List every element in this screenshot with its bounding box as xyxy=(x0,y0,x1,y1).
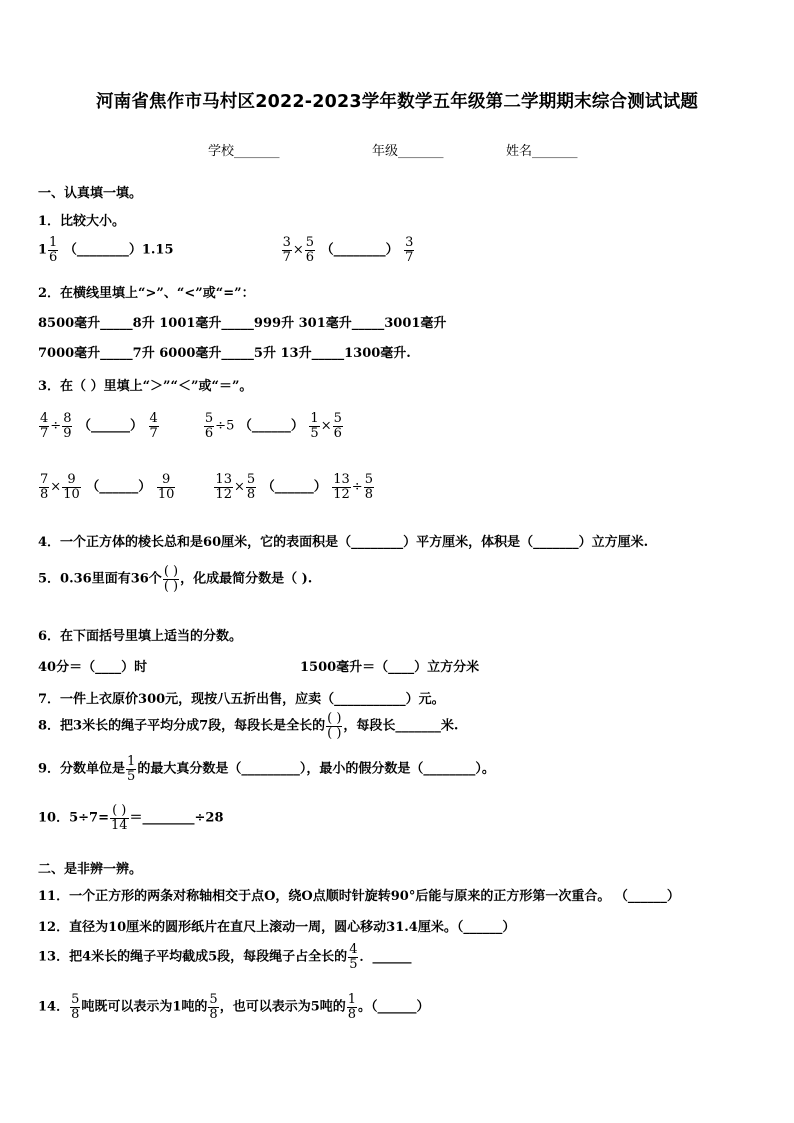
question-9[interactable]: 9．分数单位是 $\frac{1}{5}$ 的最大真分数是（_________），最小的假分数是（________）。 xyxy=(38,754,495,784)
mixed-whole: 1 xyxy=(38,242,48,258)
fraction: $\frac{3}{7}$ xyxy=(405,235,414,265)
question-5[interactable]: 5．0.36里面有36个 $\frac{( )}{( )}$ ，化成最简分数是（ ). xyxy=(38,564,313,594)
question-1-title: 1．比较大小。 xyxy=(38,214,126,229)
question-3-title: 3．在（ ）里填上“＞”“＜”或“＝”。 xyxy=(38,379,253,394)
question-6-b[interactable]: 1500毫升＝（____）立方分米 xyxy=(300,660,480,675)
answer-blank[interactable]: （______） xyxy=(261,479,327,495)
question-4[interactable]: 4．一个正方体的棱长总和是60厘米，它的表面积是（________）平方厘米，体积是（_______）立方厘米. xyxy=(38,535,649,550)
question-3-row-2: $\frac{7}{8}$ × $\frac{9}{10}$ （______） $\frac{9}{10}$ $\frac{13}{12}$ × $\frac{5}{8}$ （______） $\frac{13}{12}$ ÷ $\frac{5}{8}$ xyxy=(40,472,373,502)
question-6-title: 6．在下面括号里填上适当的分数。 xyxy=(38,629,243,644)
answer-blank[interactable]: （________） xyxy=(320,242,399,258)
question-7[interactable]: 7．一件上衣原价300元，现按八五折出售，应卖（___________）元。 xyxy=(38,692,445,707)
answer-blank[interactable]: （______） xyxy=(78,418,144,434)
answer-blank[interactable]: （______） xyxy=(238,418,304,434)
question-11[interactable]: 11．一个正方形的两条对称轴相交于点O，绕O点顺时针旋转90°后能与原来的正方形第一次重合。 （______） xyxy=(38,889,680,904)
answer-blank[interactable]: （______） xyxy=(86,479,152,495)
grade-field[interactable]: 年级_______ xyxy=(372,144,444,159)
question-6-a[interactable]: 40分＝（____）时 xyxy=(38,660,148,675)
question-12[interactable]: 12．直径为10厘米的圆形纸片在直尺上滚动一周，圆心移动31.4厘米。（______） xyxy=(38,920,516,935)
fraction: $\frac{1}{6}$ xyxy=(49,235,58,265)
fraction: $\frac{3}{7}$ xyxy=(282,235,291,265)
question-10[interactable]: 10．5÷7= $\frac{( )}{14}$ ＝________÷28 xyxy=(38,803,224,833)
section-heading: 二、是非辨一辨。 xyxy=(38,862,143,877)
name-field[interactable]: 姓名_______ xyxy=(506,144,578,159)
fraction: $\frac{5}{6}$ xyxy=(305,235,315,265)
section-heading: 一、认真填一填。 xyxy=(38,186,143,201)
question-1-row: 1 $\frac{1}{6}$ （________）1.15 $\frac{3}{7}$ × $\frac{5}{6}$ （________） $\frac{3}{7}$ xyxy=(38,235,414,265)
question-2-row-2[interactable]: 7000毫升_____7升 6000毫升_____5升 13升_____1300毫升. xyxy=(38,346,411,361)
question-8[interactable]: 8．把3米长的绳子平均分成7段，每段长是全长的 $\frac{( )}{( )}$ ，每段长_______米. xyxy=(38,711,459,741)
answer-blank[interactable]: （________）1.15 xyxy=(63,242,174,258)
question-3-row-1: $\frac{4}{7}$ ÷ $\frac{8}{9}$ （______） $\frac{4}{7}$ $\frac{5}{6}$ ÷5 （______） $\frac{1}{5}$ × $\frac{5}{6}$ xyxy=(40,411,342,441)
question-14[interactable]: 14． $\frac{5}{8}$ 吨既可以表示为1吨的 $\frac{5}{8}$ ，也可以表示为5吨的 $\frac{1}{8}$ 。（______） xyxy=(38,992,430,1022)
page-title: 河南省焦作市马村区2022-2023学年数学五年级第二学期期末综合测试试题 xyxy=(95,92,699,112)
question-2-title: 2．在横线里填上“>”、“<”或“=”： xyxy=(38,286,255,301)
question-13[interactable]: 13．把4米长的绳子平均截成5段，每段绳子占全长的 $\frac{4}{5}$ ．______ xyxy=(38,942,412,972)
question-2-row-1[interactable]: 8500毫升_____8升 1001毫升_____999升 301毫升_____3001毫升 xyxy=(38,316,447,331)
school-field[interactable]: 学校_______ xyxy=(208,144,280,159)
